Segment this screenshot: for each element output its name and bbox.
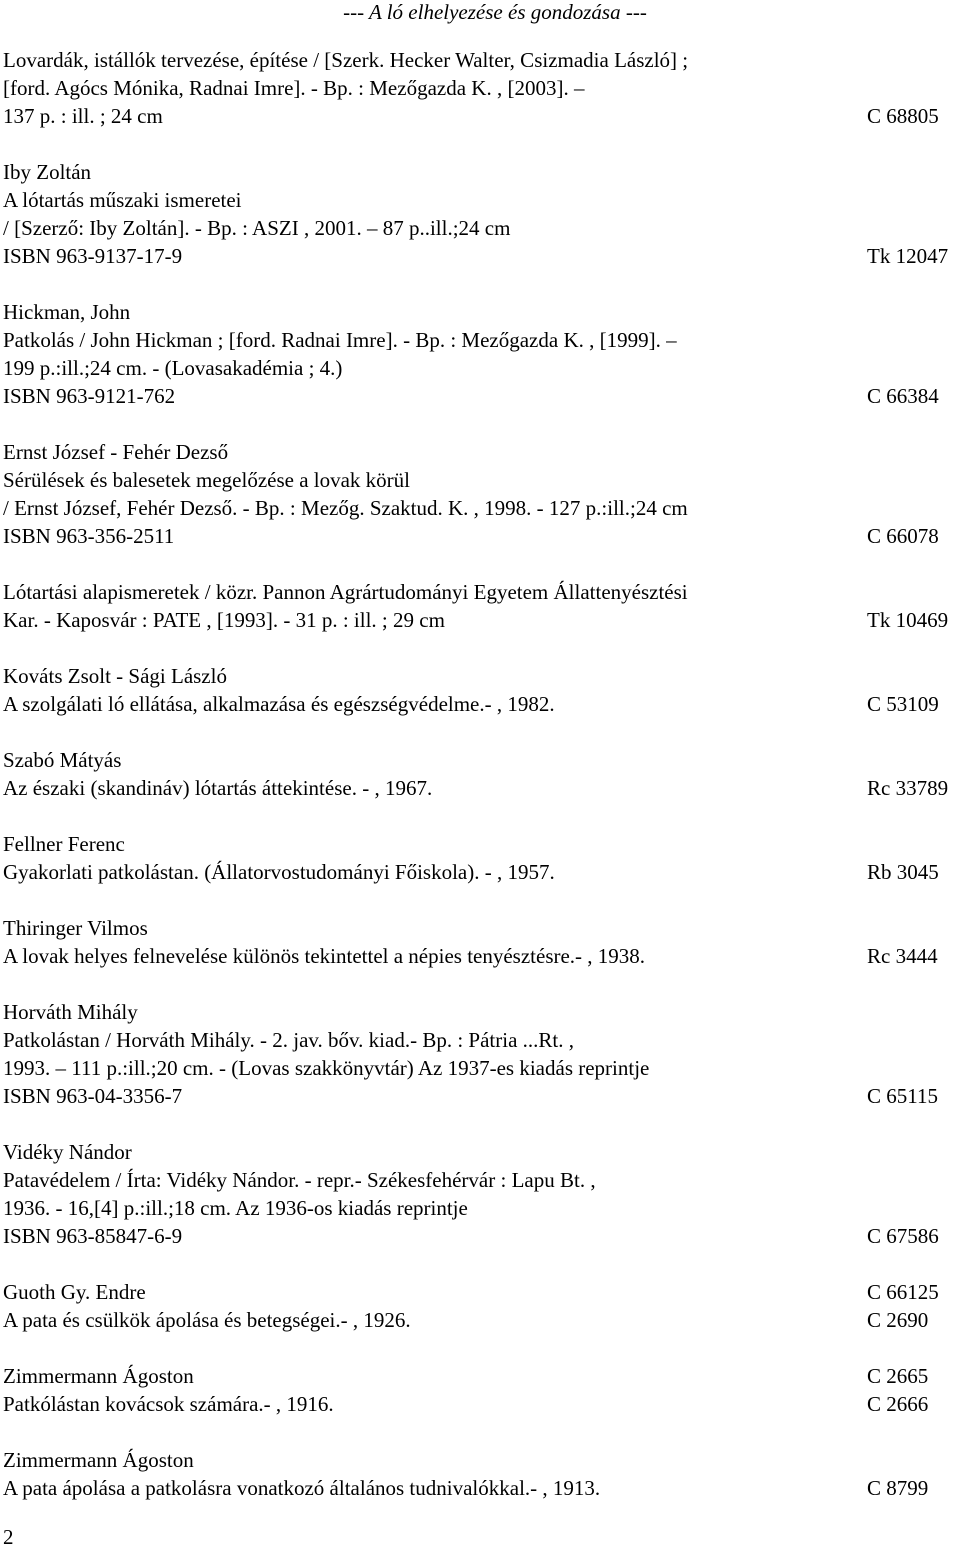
shelf-code [867,326,955,354]
entry-line [3,942,955,970]
entry-line [3,1026,955,1054]
shelf-code [867,1026,955,1054]
entry-line [3,158,955,186]
entry-text: Zimmermann Ágoston [3,1364,194,1388]
shelf-code: C 65115 [867,1084,938,1108]
shelf-code [867,1054,955,1082]
entry-line [3,1054,955,1082]
shelf-code [867,74,955,102]
entry-line [3,354,955,382]
entry-text: Ernst József - Fehér Dezső [3,440,229,464]
entry-line [3,830,955,858]
shelf-code: C 67586 [867,1224,939,1248]
bibliography-entry [3,830,955,886]
entry-line [3,1138,955,1166]
entry-line [3,774,955,802]
shelf-code [867,998,955,1026]
shelf-code [867,186,955,214]
entry-text: / [Szerző: Iby Zoltán]. - Bp. : ASZI , 2001. – 87 p..ill.;24 cm [3,216,511,240]
bibliography-entry [3,1362,955,1418]
shelf-code: C 66384 [867,384,939,408]
shelf-code: Rb 3045 [867,860,939,884]
entry-text: Sérülések és balesetek megelőzése a lovak körül [3,468,411,492]
entry-text: Fellner Ferenc [3,832,125,856]
entry-line [3,494,955,522]
entry-text: Gyakorlati patkolástan. (Állatorvostudományi Főiskola). - , 1957. [3,860,555,884]
shelf-code [867,46,955,74]
entry-text: Patavédelem / Írta: Vidéky Nándor. - repr.- Székesfehérvár : Lapu Bt. , [3,1168,596,1192]
entry-line [3,1390,955,1418]
shelf-code [867,466,955,494]
entry-text: ISBN 963-9137-17-9 [3,244,183,268]
page-number: 2 [3,1525,14,1549]
entry-text: Hickman, John [3,300,131,324]
entry-text: ISBN 963-356-2511 [3,524,175,548]
bibliography-entry [3,298,955,410]
entry-text: A szolgálati ló ellátása, alkalmazása és egészségvédelme.- , 1982. [3,692,555,716]
shelf-code: Rc 3444 [867,944,938,968]
entry-text: ISBN 963-9121-762 [3,384,176,408]
entry-line [3,382,955,410]
entry-text: Az északi (skandináv) lótartás áttekintése. - , 1967. [3,776,433,800]
entry-text: A lovak helyes felnevelése különös tekintettel a népies tenyésztésre.- , 1938. [3,944,646,968]
entry-text: Horváth Mihály [3,1000,138,1024]
bibliography-entry [3,438,955,550]
shelf-code: Tk 10469 [867,608,949,632]
entry-text: 1936. - 16,[4] p.:ill.;18 cm. Az 1936-os kiadás reprintje [3,1196,468,1220]
shelf-code [867,354,955,382]
entry-text: ISBN 963-85847-6-9 [3,1224,183,1248]
entry-line [3,1306,955,1334]
entry-line [3,438,955,466]
shelf-code [867,298,955,326]
entry-text: Szabó Mátyás [3,748,122,772]
entry-text: Lótartási alapismeretek / közr. Pannon Agrártudományi Egyetem Állattenyésztési [3,580,688,604]
entry-line [3,466,955,494]
bibliography-entry [3,746,955,802]
entry-line [3,242,955,270]
shelf-code: C 53109 [867,692,939,716]
shelf-code: Tk 12047 [867,244,949,268]
bibliography-entry [3,46,955,130]
shelf-code [867,1166,955,1194]
shelf-code: Rc 33789 [867,776,949,800]
entry-line [3,858,955,886]
entry-text: A pata és csülkök ápolása és betegségei.- , 1926. [3,1308,411,1332]
entry-text: Vidéky Nándor [3,1140,132,1164]
shelf-code [867,1194,955,1222]
entry-text: Kováts Zsolt - Sági László [3,664,227,688]
entry-line [3,690,955,718]
entry-line [3,1222,955,1250]
shelf-code [867,158,955,186]
shelf-code [867,914,955,942]
entry-text: Thiringer Vilmos [3,916,148,940]
shelf-code [867,578,955,606]
bibliography-entry [3,1278,955,1334]
shelf-code: C 68805 [867,104,939,128]
entry-line [3,1166,955,1194]
shelf-code [867,438,955,466]
shelf-code [867,662,955,690]
entry-line [3,74,955,102]
bibliography-entry [3,578,955,634]
entry-line [3,578,955,606]
entry-text: 199 p.:ill.;24 cm. - (Lovasakadémia ; 4.) [3,356,343,380]
shelf-code: C 2690 [867,1308,929,1332]
entry-line [3,46,955,74]
bibliography-entry [3,1446,955,1502]
shelf-code: C 66125 [867,1280,939,1304]
bibliography-entry [3,158,955,270]
bibliography-entry [3,662,955,718]
entry-line [3,662,955,690]
entry-line [3,522,955,550]
page-header: --- A ló elhelyezése és gondozása --- [343,0,647,24]
entry-line [3,1194,955,1222]
entry-text: / Ernst József, Fehér Dezső. - Bp. : Mezőg. Szaktud. K. , 1998. - 127 p.:ill.;24 cm [3,496,688,520]
entry-text: Patkolástan / Horváth Mihály. - 2. jav. bőv. kiad.- Bp. : Pátria ...Rt. , [3,1028,574,1052]
shelf-code: C 8799 [867,1476,929,1500]
shelf-code [867,830,955,858]
bibliography-entry [3,1138,955,1250]
shelf-code [867,746,955,774]
entry-line [3,606,955,634]
entry-text: [ford. Agócs Mónika, Radnai Imre]. - Bp. : Mezőgazda K. , [2003]. – [3,76,585,100]
entry-text: Zimmermann Ágoston [3,1448,194,1472]
entry-line [3,1362,955,1390]
entry-text: 137 p. : ill. ; 24 cm [3,104,163,128]
entry-line [3,214,955,242]
entry-line [3,1278,955,1306]
shelf-code [867,1138,955,1166]
entry-line [3,1082,955,1110]
shelf-code: C 2666 [867,1392,929,1416]
bibliography-list [3,46,955,1530]
entry-text: Patkolás / John Hickman ; [ford. Radnai Imre]. - Bp. : Mezőgazda K. , [1999]. – [3,328,677,352]
entry-line [3,298,955,326]
entry-line [3,1474,955,1502]
entry-text: Kar. - Kaposvár : PATE , [1993]. - 31 p. : ill. ; 29 cm [3,608,445,632]
entry-text: A lótartás műszaki ismeretei [3,188,242,212]
shelf-code [867,494,955,522]
bibliography-entry [3,914,955,970]
entry-text: Iby Zoltán [3,160,92,184]
shelf-code: C 66078 [867,524,939,548]
entry-text: 1993. – 111 p.:ill.;20 cm. - (Lovas szakkönyvtár) Az 1937-es kiadás reprintje [3,1056,650,1080]
shelf-code: C 2665 [867,1364,929,1388]
entry-line [3,998,955,1026]
entry-text: A pata ápolása a patkolásra vonatkozó általános tudnivalókkal.- , 1913. [3,1476,601,1500]
entry-text: Guoth Gy. Endre [3,1280,146,1304]
entry-line [3,186,955,214]
entry-line [3,102,955,130]
entry-text: Lovardák, istállók tervezése, építése / [Szerk. Hecker Walter, Csizmadia László] ; [3,48,689,72]
entry-text: ISBN 963-04-3356-7 [3,1084,183,1108]
entry-text: Patkólástan kovácsok számára.- , 1916. [3,1392,334,1416]
shelf-code [867,214,955,242]
entry-line [3,1446,955,1474]
bibliography-entry [3,998,955,1110]
entry-line [3,326,955,354]
entry-line [3,914,955,942]
entry-line [3,746,955,774]
shelf-code [867,1446,955,1474]
